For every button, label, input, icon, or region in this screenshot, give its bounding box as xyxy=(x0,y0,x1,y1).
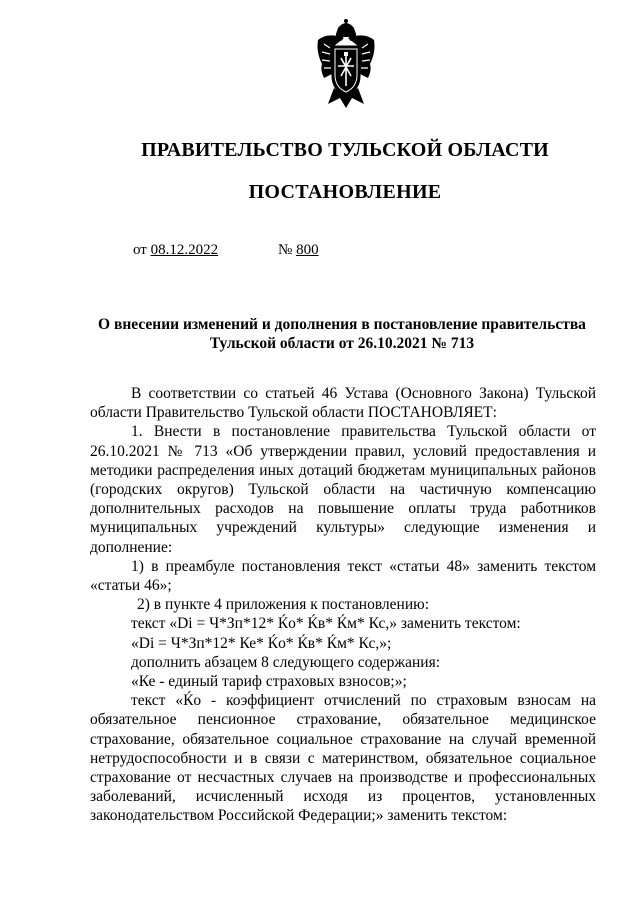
number-prefix: № xyxy=(278,242,297,258)
date-prefix: от xyxy=(133,242,151,258)
paragraph-subitem-1: 1) в преамбуле постановления текст «статьи 48» заменить текстом «статьи 46»; xyxy=(90,557,596,595)
document-title xyxy=(92,315,592,353)
title-line-1: О внесении изменений и дополнения в постановление правительства xyxy=(98,316,586,333)
paragraph-ke-definition: «Ке - единый тариф страховых взносов;»; xyxy=(131,673,407,691)
document-date-line xyxy=(133,242,218,259)
document-type: ПОСТАНОВЛЕНИЕ xyxy=(248,181,442,203)
document-number-line xyxy=(278,242,319,259)
shield-icon xyxy=(332,46,360,96)
organization-name: ПРАВИТЕЛЬСТВО ТУЛЬСКОЙ ОБЛАСТИ xyxy=(141,139,549,161)
document-date: 08.12.2022 xyxy=(150,242,219,258)
paragraph-add-abzac: дополнить абзацем 8 следующего содержания: xyxy=(131,653,441,671)
paragraph-replace-formula: текст «Di = Ч*Зп*12* Ќо* Ќв* Ќм* Кс,» заменить текстом: xyxy=(131,615,521,633)
paragraph-preamble: В соответствии со статьей 46 Устава (Основного Закона) Тульской области Правительство Тульской области ПОСТАНОВЛЯЕТ: xyxy=(90,385,596,422)
crown-icon xyxy=(336,19,356,37)
paragraph-item-1: 1. Внести в постановление правительства Тульской области от 26.10.2021 № 713 «Об утверждении правил, условий предоставления и методики распределения иных дотаций бюджетам муниципальных районов (городских округов) Тульской области на частичную компенсацию дополнительных расходов на повышение оплаты труда работников муниципальных учреждений культуры» следующие изменения и дополнение: xyxy=(90,423,596,556)
paragraph-subitem-2: 2) в пункте 4 приложения к постановлению: xyxy=(137,596,430,614)
paragraph-new-formula: «Di = Ч*Зп*12* Ке* Ќо* Ќв* Ќм* Кс,»; xyxy=(131,634,392,652)
title-line-2: Тульской области от 26.10.2021 № 713 xyxy=(209,335,475,352)
paragraph-ko-definition: текст «Ќо - коэффициент отчислений по страховым взносам на обязательное пенсионное страхование, обязательное медицинское страхование, обязательное социальное страхование на случай временной нетрудоспособности и в связи с материнством, обязательное социальное страхование от несчастных случаев на производстве и профессиональных заболеваний, исчисленный исходя из процентов, установленных законодательством Российской Федерации;» заменить текстом: xyxy=(90,692,596,825)
tula-coat-of-arms-icon xyxy=(314,18,378,110)
document-body xyxy=(90,384,596,826)
document-number: 800 xyxy=(296,242,319,258)
